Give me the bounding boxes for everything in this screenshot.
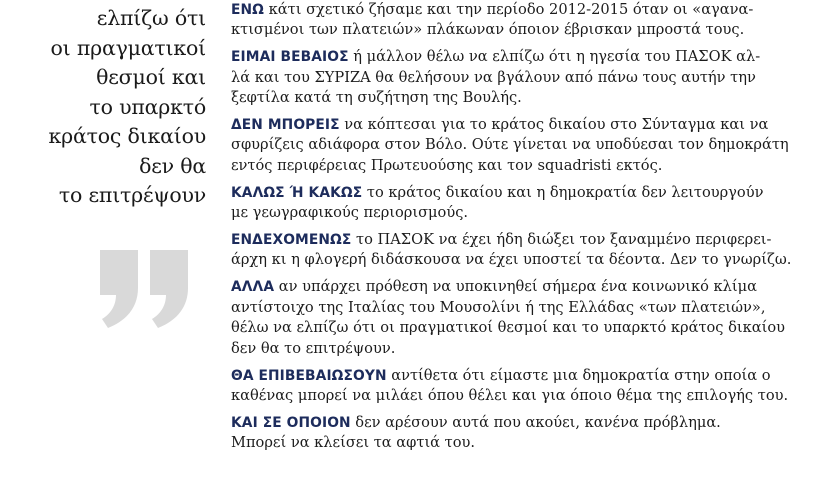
closing-quote-mark-icon [88,248,198,328]
paragraph-line: εντός περιφέρειας Πρωτευούσης και τον squadristi εκτός. [231,156,663,174]
paragraph-lead: ΚΑΛΩΣ Ή ΚΑΚΩΣ [231,184,363,201]
article-paragraph [231,366,827,407]
article-paragraph [231,0,827,41]
paragraph-line: αν υπάρχει πρόθεση να υποκινηθεί σήμερα ένα κοινωνικό κλίμα [274,278,757,296]
paragraph-lead: ΚΑΙ ΣΕ ΟΠΟΙΟΝ [231,414,351,431]
paragraph-line: δεν αρέσουν αυτά που ακούει, κανένα πρόβλημα. [350,413,721,431]
paragraph-line: ή μάλλον θέλω να ελπίζω ότι η ηγεσία του ΠΑΣΟΚ αλ- [348,48,761,66]
paragraph-lead: ΑΛΛΑ [231,279,275,296]
paragraph-line: το κράτος δικαίου και η δημοκρατία δεν λειτουργούν [362,183,764,201]
paragraph-line: καθένας μπορεί να μιλάει όπου θέλει και για όποιο θέμα της επιλογής του. [231,386,789,404]
paragraph-line: λά και του ΣΥΡΙΖΑ θα θελήσουν να βγάλουν από πάνω τους αυτήν την [231,68,756,86]
paragraph-line: αντίθετα ότι είμαστε μια δημοκρατία στην οποία ο [386,366,771,384]
article-paragraph [231,47,827,108]
paragraph-line: κτισμένοι των πλατειών» πλάκωναν όποιον έβρισκαν μπροστά τους. [231,21,745,39]
article-paragraph [231,115,827,176]
pull-quote-line: το υπαρκτό [89,94,206,119]
article-paragraph [231,413,827,454]
pull-quote [0,4,206,211]
pull-quote-line: κράτος δικαίου [48,124,206,148]
paragraph-line: δεν θα το επιτρέψουν. [231,339,396,357]
paragraph-line: θέλω να ελπίζω ότι οι πραγματικοί θεσμοί και το υπαρκτό κράτος δικαίου [231,319,785,337]
paragraph-lead: ΘΑ ΕΠΙΒΕΒΑΙΩΣΟΥΝ [231,367,387,384]
pull-quote-line: θεσμοί και [96,65,206,89]
pull-quote-line: οι πραγματικοί [50,35,206,60]
paragraph-line: Μπορεί να κλείσει τα αφτιά του. [231,434,476,452]
paragraph-line: με γεωγραφικούς περιορισμούς. [231,204,469,222]
article-body [231,0,827,460]
pull-quote-line: το επιτρέψουν [58,183,206,207]
article-paragraph [231,183,827,224]
article-paragraph [231,277,827,359]
paragraph-line: κάτι σχετικό ζήσαμε και την περίοδο 2012-2015 όταν οι «αγανα- [264,1,754,18]
paragraph-line: το ΠΑΣΟΚ να έχει ήδη διώξει τον ξαναμμένο περιφερει- [351,231,772,249]
pull-quote-line: δεν θα [139,153,206,178]
paragraph-lead: ΕΝΔΕΧΟΜΕΝΩΣ [231,232,352,249]
paragraph-line: άρχη κι η φλογερή διδάσκουσα να έχει υποστεί τα δέοντα. Δεν το γνωρίζω. [231,251,792,269]
paragraph-line: αντίστοιχο της Ιταλίας του Μουσολίνι ή της Ελλάδας «των πλατειών», [231,298,766,316]
pull-quote-line: ελπίζω ότι [96,6,206,30]
paragraph-line: να κόπτεσαι για το κράτος δικαίου στο Σύνταγμα και να [339,116,769,134]
article-paragraph [231,230,827,271]
paragraph-lead: ΕΝΩ [231,2,265,18]
paragraph-lead: ΔΕΝ ΜΠΟΡΕΙΣ [231,117,340,134]
paragraph-lead: ΕΙΜΑΙ ΒΕΒΑΙΟΣ [231,49,349,66]
paragraph-line: σφυρίζεις αδιάφορα στον Βόλο. Ούτε γίνεται να υποδύεσαι τον δημοκράτη [231,136,789,154]
paragraph-line: ξεφτίλα κατά τη συζήτηση της Βουλής. [231,89,522,107]
